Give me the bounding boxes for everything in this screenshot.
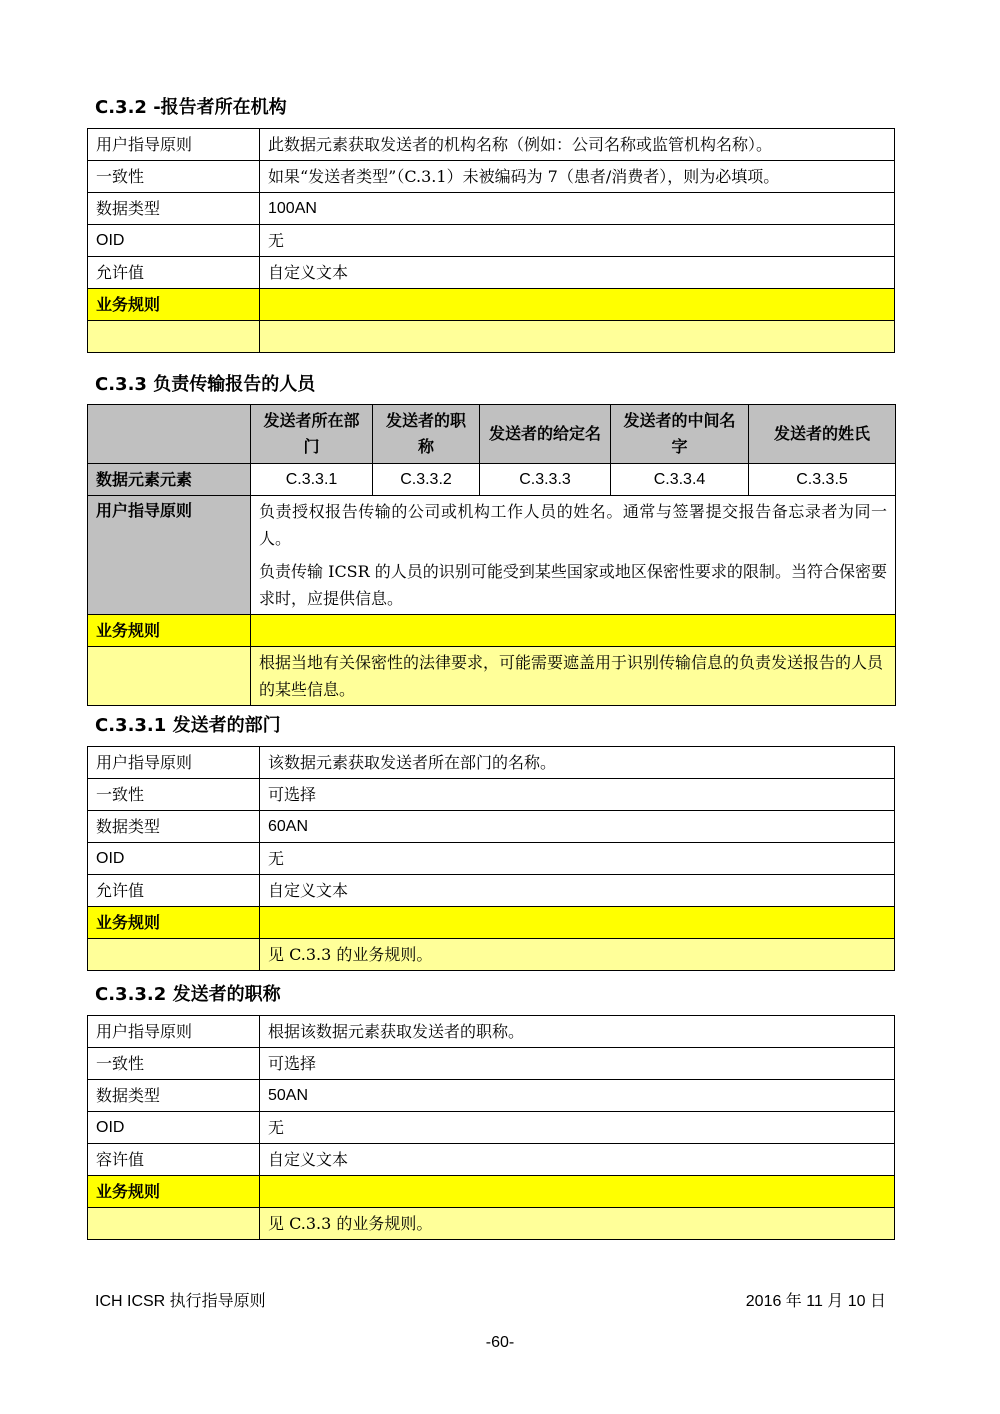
table-row <box>88 1080 895 1112</box>
row-label: 用户指导原则 <box>88 747 260 779</box>
row-value: 该数据元素获取发送者所在部门的名称。 <box>260 747 895 779</box>
row-value: 如果“发送者类型”（C.3.1）未被编码为 7（患者/消费者），则为必填项。 <box>260 161 895 193</box>
table-row <box>88 811 895 843</box>
row-value: 自定义文本 <box>260 1144 895 1176</box>
row-label: 允许值 <box>88 257 260 289</box>
business-rules-header <box>88 615 896 647</box>
element-label: 数据元素元素 <box>88 464 251 496</box>
business-rules-label: 业务规则 <box>88 1176 260 1208</box>
element-id: C.3.3.4 <box>611 464 749 496</box>
business-rules-text: 根据当地有关保密性的法律要求，可能需要遮盖用于识别传输信息的负责发送报告的人员的某些信息。 <box>251 647 896 706</box>
table-row <box>88 1112 895 1144</box>
row-label: 允许值 <box>88 875 260 907</box>
row-value: 此数据元素获取发送者的机构名称（例如：公司名称或监管机构名称）。 <box>260 129 895 161</box>
guidance-text <box>251 496 896 615</box>
row-label: 数据类型 <box>88 811 260 843</box>
section-title-c3332: C.3.3.2 发送者的职称 <box>95 984 281 1005</box>
table-row <box>88 225 895 257</box>
guidance-label: 用户指导原则 <box>88 496 251 615</box>
table-row <box>88 1016 895 1048</box>
column-header: 发送者所在部门 <box>251 405 373 464</box>
section-title-c332: C.3.2 -报告者所在机构 <box>95 97 287 118</box>
row-label: 数据类型 <box>88 193 260 225</box>
page-number: -60- <box>485 1334 515 1351</box>
business-rules-label: 业务规则 <box>88 907 260 939</box>
business-rules-body <box>88 939 895 971</box>
column-header: 发送者的职称 <box>373 405 480 464</box>
guidance-paragraph: 负责授权报告传输的公司或机构工作人员的姓名。通常与签署提交报告备忘录者为同一人。 <box>259 502 887 548</box>
row-label: OID <box>88 225 260 257</box>
business-rules-text: 见 C.3.3 的业务规则。 <box>260 1208 895 1240</box>
row-value: 无 <box>260 1112 895 1144</box>
business-rules-header <box>88 289 895 321</box>
row-label: OID <box>88 1112 260 1144</box>
row-label: 一致性 <box>88 779 260 811</box>
footer-document-title: ICH ICSR 执行指导原则 <box>95 1293 266 1310</box>
business-rules-text <box>260 321 895 353</box>
row-label: 容许值 <box>88 1144 260 1176</box>
table-row <box>88 1048 895 1080</box>
row-label: OID <box>88 843 260 875</box>
section-title-c3331: C.3.3.1 发送者的部门 <box>95 715 281 736</box>
table-row <box>88 161 895 193</box>
row-value: 100AN <box>260 193 895 225</box>
business-rules-label: 业务规则 <box>88 289 260 321</box>
row-label: 一致性 <box>88 1048 260 1080</box>
section-title-c333: C.3.3 负责传输报告的人员 <box>95 374 316 395</box>
row-value: 可选择 <box>260 1048 895 1080</box>
element-id: C.3.3.3 <box>480 464 611 496</box>
row-label: 用户指导原则 <box>88 129 260 161</box>
column-header: 发送者的给定名 <box>480 405 611 464</box>
element-id-row <box>88 464 896 496</box>
table-c332 <box>87 128 895 353</box>
element-id: C.3.3.5 <box>749 464 896 496</box>
row-value: 根据该数据元素获取发送者的职称。 <box>260 1016 895 1048</box>
row-value: 自定义文本 <box>260 875 895 907</box>
business-rules-label: 业务规则 <box>88 615 251 647</box>
table-row <box>88 129 895 161</box>
row-value: 可选择 <box>260 779 895 811</box>
table-row <box>88 779 895 811</box>
business-rules-body <box>88 321 895 353</box>
table-row <box>88 1144 895 1176</box>
guidance-row <box>88 496 896 615</box>
column-header: 发送者的中间名字 <box>611 405 749 464</box>
column-header: 发送者的姓氏 <box>749 405 896 464</box>
guidance-paragraph: 负责传输 ICSR 的人员的识别可能受到某些国家或地区保密性要求的限制。当符合保密要求时，应提供信息。 <box>259 562 887 608</box>
row-label: 数据类型 <box>88 1080 260 1112</box>
business-rules-body <box>88 647 896 706</box>
element-id: C.3.3.1 <box>251 464 373 496</box>
business-rules-body <box>88 1208 895 1240</box>
row-value: 50AN <box>260 1080 895 1112</box>
footer-date: 2016 年 11 月 10 日 <box>745 1293 886 1310</box>
table-row <box>88 747 895 779</box>
table-row <box>88 875 895 907</box>
row-value: 自定义文本 <box>260 257 895 289</box>
business-rules-header <box>88 1176 895 1208</box>
table-row <box>88 257 895 289</box>
row-value: 无 <box>260 225 895 257</box>
business-rules-text: 见 C.3.3 的业务规则。 <box>260 939 895 971</box>
table-c3332 <box>87 1015 895 1240</box>
row-value: 无 <box>260 843 895 875</box>
column-header-row <box>88 405 896 464</box>
table-c3331 <box>87 746 895 971</box>
business-rules-header <box>88 907 895 939</box>
element-id: C.3.3.2 <box>373 464 480 496</box>
row-value: 60AN <box>260 811 895 843</box>
row-label: 一致性 <box>88 161 260 193</box>
table-c333 <box>87 404 896 706</box>
table-row <box>88 843 895 875</box>
table-row <box>88 193 895 225</box>
row-label: 用户指导原则 <box>88 1016 260 1048</box>
